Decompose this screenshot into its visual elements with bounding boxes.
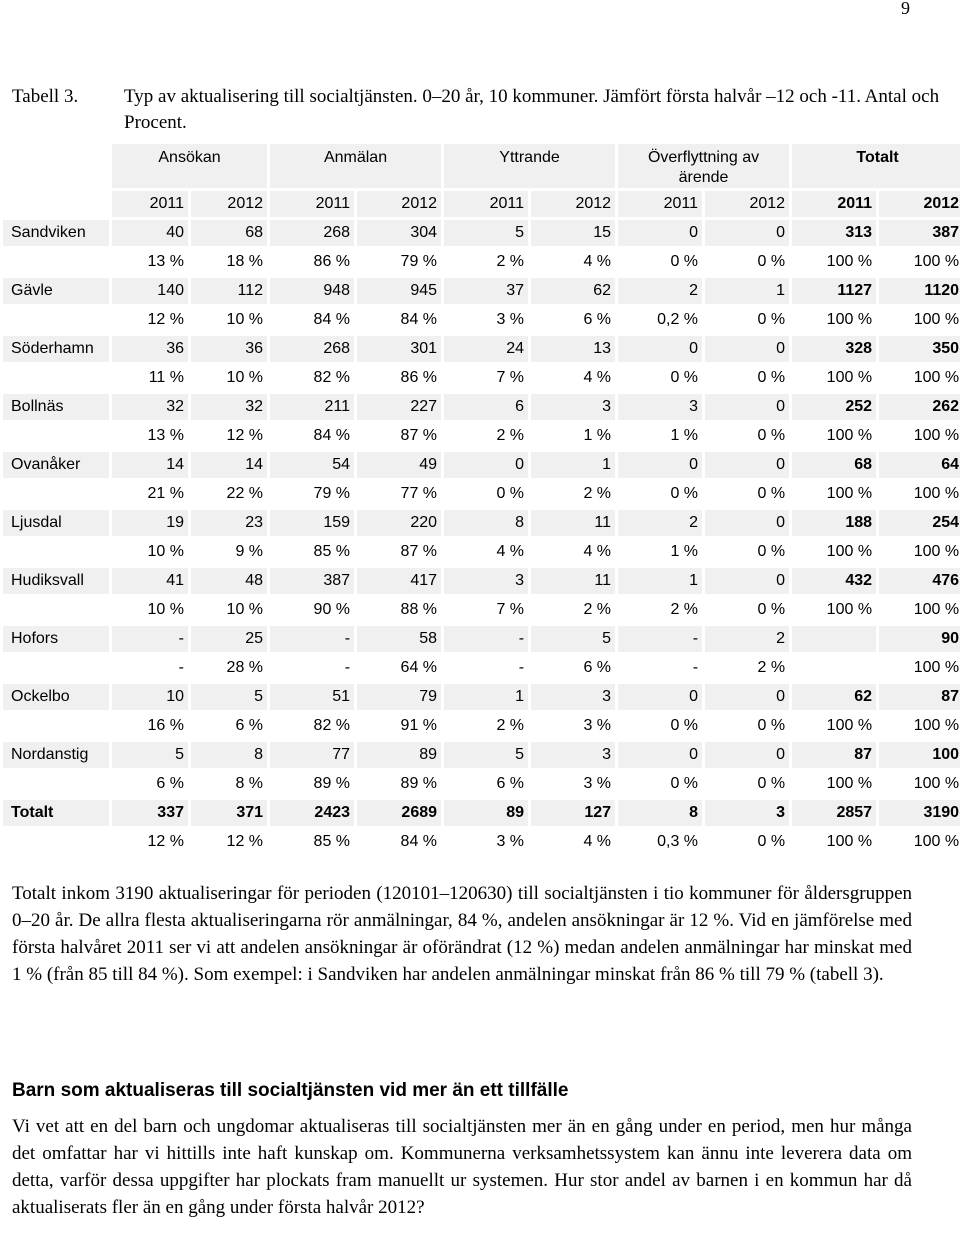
percent-cell: 79 % (270, 481, 354, 507)
table-row (3, 713, 960, 739)
percent-cell: 7 % (444, 597, 528, 623)
count-cell: 41 (112, 568, 188, 594)
percent-cell: 85 % (270, 539, 354, 565)
count-cell: 48 (191, 568, 267, 594)
percent-cell: 100 % (879, 423, 960, 449)
percent-cell: 0 % (618, 713, 702, 739)
count-cell: 254 (879, 510, 960, 536)
percent-cell: 79 % (357, 249, 441, 275)
count-cell: 2423 (270, 800, 354, 826)
municipality-name: Nordanstig (3, 742, 109, 768)
percent-cell: - (112, 655, 188, 681)
count-cell: 350 (879, 336, 960, 362)
count-cell: 0 (705, 220, 789, 246)
percent-cell: 2 % (618, 597, 702, 623)
percent-cell: 0 % (618, 249, 702, 275)
count-cell: 252 (792, 394, 876, 420)
municipality-name: Hofors (3, 626, 109, 652)
percent-cell: 12 % (112, 307, 188, 333)
year-header: 2011 (444, 191, 528, 217)
count-cell: 2 (618, 278, 702, 304)
count-cell: 3 (705, 800, 789, 826)
percent-cell: 0 % (705, 771, 789, 797)
percent-cell: 1 % (618, 539, 702, 565)
count-cell: 3 (618, 394, 702, 420)
count-cell: 24 (444, 336, 528, 362)
percent-cell: 3 % (531, 771, 615, 797)
section-paragraph: Vi vet att en del barn och ungdomar aktualiseras till socialtjänsten mer än en gång under en period, men hur många det omfattar har vi hittills inte haft kunskap om. Kommunerna verksamhetssystem kan ännu inte leverera data om detta, varför dessa uppgifter har plockats fram manuellt ur systemen. Hur stor andel av barnen i en kommun har då aktualiserats fler än en gång under första halvår 2012? (12, 1116, 912, 1218)
count-cell: 2857 (792, 800, 876, 826)
count-cell: 268 (270, 336, 354, 362)
count-cell: 127 (531, 800, 615, 826)
percent-cell: 100 % (792, 365, 876, 391)
year-header: 2011 (270, 191, 354, 217)
blank-cell (3, 307, 109, 333)
percent-cell: 6 % (531, 655, 615, 681)
count-cell: 79 (357, 684, 441, 710)
count-cell: 5 (444, 220, 528, 246)
percent-cell: 100 % (792, 481, 876, 507)
percent-cell: 1 % (618, 423, 702, 449)
percent-cell: 2 % (444, 713, 528, 739)
group-header: Totalt (792, 144, 960, 188)
percent-cell: 12 % (191, 829, 267, 855)
table-row (3, 249, 960, 275)
percent-cell: 84 % (270, 307, 354, 333)
count-cell: 32 (191, 394, 267, 420)
count-cell: 112 (191, 278, 267, 304)
municipality-name: Bollnäs (3, 394, 109, 420)
count-cell: 313 (792, 220, 876, 246)
percent-cell: 87 % (357, 539, 441, 565)
count-cell: 5 (444, 742, 528, 768)
count-cell: 476 (879, 568, 960, 594)
count-cell: 77 (270, 742, 354, 768)
count-cell: 87 (879, 684, 960, 710)
percent-cell: - (618, 655, 702, 681)
count-cell: 62 (531, 278, 615, 304)
table-row (3, 278, 960, 304)
header-corner (3, 144, 109, 188)
count-cell: 1 (618, 568, 702, 594)
count-cell: 1127 (792, 278, 876, 304)
count-cell: 58 (357, 626, 441, 652)
percent-cell: 89 % (270, 771, 354, 797)
count-cell: 5 (191, 684, 267, 710)
count-cell: 2 (705, 626, 789, 652)
percent-cell: 100 % (792, 771, 876, 797)
count-cell: 3 (531, 684, 615, 710)
percent-cell: 86 % (270, 249, 354, 275)
blank-cell (3, 655, 109, 681)
percent-cell: 91 % (357, 713, 441, 739)
blank-cell (3, 481, 109, 507)
percent-cell: 2 % (705, 655, 789, 681)
percent-cell: 13 % (112, 249, 188, 275)
percent-cell: 2 % (531, 481, 615, 507)
year-corner (3, 191, 109, 217)
percent-cell: 100 % (792, 307, 876, 333)
percent-cell: 2 % (444, 249, 528, 275)
percent-cell: 100 % (879, 829, 960, 855)
percent-cell: 100 % (792, 249, 876, 275)
count-cell: 387 (270, 568, 354, 594)
blank-cell (3, 829, 109, 855)
count-cell: 68 (191, 220, 267, 246)
percent-cell: 6 % (531, 307, 615, 333)
percent-cell: 100 % (879, 597, 960, 623)
blank-cell (3, 423, 109, 449)
count-cell: 11 (531, 510, 615, 536)
count-cell: 13 (531, 336, 615, 362)
count-cell: 1120 (879, 278, 960, 304)
percent-cell: 10 % (191, 307, 267, 333)
percent-cell: 100 % (792, 539, 876, 565)
percent-cell: 84 % (357, 829, 441, 855)
percent-cell: 90 % (270, 597, 354, 623)
count-cell (792, 626, 876, 652)
table-row (3, 365, 960, 391)
percent-cell: 0 % (444, 481, 528, 507)
count-cell: - (444, 626, 528, 652)
percent-cell: 2 % (531, 597, 615, 623)
percent-cell: 4 % (444, 539, 528, 565)
percent-cell: 10 % (112, 597, 188, 623)
count-cell: 14 (112, 452, 188, 478)
percent-cell: 28 % (191, 655, 267, 681)
table-row (3, 742, 960, 768)
count-cell: 3190 (879, 800, 960, 826)
count-cell: 54 (270, 452, 354, 478)
percent-cell: 6 % (112, 771, 188, 797)
count-cell: 301 (357, 336, 441, 362)
count-cell: 268 (270, 220, 354, 246)
table-row (3, 626, 960, 652)
count-cell: 159 (270, 510, 354, 536)
count-cell: 0 (444, 452, 528, 478)
percent-cell: 3 % (444, 829, 528, 855)
blank-cell (3, 597, 109, 623)
count-cell: 8 (618, 800, 702, 826)
table-row (3, 800, 960, 826)
count-cell: 89 (357, 742, 441, 768)
percent-cell: 87 % (357, 423, 441, 449)
count-cell: 0 (705, 510, 789, 536)
percent-cell: 22 % (191, 481, 267, 507)
percent-cell: 0 % (705, 539, 789, 565)
count-cell: 337 (112, 800, 188, 826)
percent-cell: 100 % (792, 713, 876, 739)
count-cell: 1 (705, 278, 789, 304)
percent-cell: 2 % (444, 423, 528, 449)
percent-cell: 18 % (191, 249, 267, 275)
percent-cell: 0 % (618, 481, 702, 507)
count-cell: 8 (191, 742, 267, 768)
count-cell: 0 (705, 742, 789, 768)
percent-cell: 4 % (531, 249, 615, 275)
municipality-name: Hudiksvall (3, 568, 109, 594)
count-cell: 0 (618, 684, 702, 710)
count-cell: 1 (531, 452, 615, 478)
count-cell: 417 (357, 568, 441, 594)
count-cell: 37 (444, 278, 528, 304)
percent-cell: 0 % (618, 365, 702, 391)
table-row (3, 771, 960, 797)
percent-cell: 10 % (191, 597, 267, 623)
percent-cell: 12 % (112, 829, 188, 855)
count-cell: 25 (191, 626, 267, 652)
count-cell: 304 (357, 220, 441, 246)
percent-cell: 21 % (112, 481, 188, 507)
percent-cell: 84 % (270, 423, 354, 449)
count-cell: 2 (618, 510, 702, 536)
percent-cell: 0,3 % (618, 829, 702, 855)
count-cell: 2689 (357, 800, 441, 826)
count-cell: 14 (191, 452, 267, 478)
table-row (3, 684, 960, 710)
percent-cell: 6 % (191, 713, 267, 739)
group-header: Anmälan (270, 144, 441, 188)
count-cell: 0 (618, 336, 702, 362)
blank-cell (3, 249, 109, 275)
count-cell: 3 (531, 742, 615, 768)
year-header: 2012 (705, 191, 789, 217)
group-header: Överflyttning av ärende (618, 144, 789, 188)
table-row (3, 452, 960, 478)
municipality-name: Gävle (3, 278, 109, 304)
percent-cell: 3 % (531, 713, 615, 739)
percent-cell: 100 % (879, 771, 960, 797)
table-row (3, 481, 960, 507)
municipality-name: Ljusdal (3, 510, 109, 536)
percent-cell: 0 % (705, 249, 789, 275)
summary-paragraph: Totalt inkom 3190 aktualiseringar för perioden (120101–120630) till socialtjänsten i tio kommuner för åldersgruppen 0–20 år. De allra flesta aktualiseringarna rör anmälningar, 84 %, andelen ansökningar är 12 %. Vid en jämförelse med första halvåret 2011 ser vi att andelen ansökningar är oförändrat (12 %) medan andelen anmälningar har minskat med 1 % (från 85 till 84 %). Som exempel: i Sandviken har andelen anmälningar minskat från 86 % till 79 % (tabell 3). (12, 883, 912, 985)
year-header: 2012 (191, 191, 267, 217)
percent-cell: 88 % (357, 597, 441, 623)
percent-cell: 100 % (879, 539, 960, 565)
percent-cell: 0 % (705, 365, 789, 391)
group-header-row (3, 144, 960, 188)
count-cell: 10 (112, 684, 188, 710)
count-cell: 87 (792, 742, 876, 768)
caption-label: Tabell 3. (12, 86, 79, 107)
year-header: 2012 (531, 191, 615, 217)
count-cell: - (618, 626, 702, 652)
table-row (3, 539, 960, 565)
percent-cell: 82 % (270, 365, 354, 391)
blank-cell (3, 365, 109, 391)
blank-cell (3, 771, 109, 797)
table-row (3, 568, 960, 594)
count-cell: 0 (705, 568, 789, 594)
count-cell: 0 (618, 220, 702, 246)
percent-cell: 9 % (191, 539, 267, 565)
municipality-name: Ovanåker (3, 452, 109, 478)
percent-cell: 0 % (618, 771, 702, 797)
count-cell: 0 (705, 684, 789, 710)
count-cell: 49 (357, 452, 441, 478)
count-cell: 5 (531, 626, 615, 652)
count-cell: 262 (879, 394, 960, 420)
count-cell: 89 (444, 800, 528, 826)
count-cell: 432 (792, 568, 876, 594)
count-cell: 188 (792, 510, 876, 536)
count-cell: 227 (357, 394, 441, 420)
count-cell: 90 (879, 626, 960, 652)
count-cell: 19 (112, 510, 188, 536)
count-cell: 68 (792, 452, 876, 478)
table-row (3, 829, 960, 855)
percent-cell: 3 % (444, 307, 528, 333)
percent-cell: 0 % (705, 597, 789, 623)
count-cell: 948 (270, 278, 354, 304)
municipality-name: Totalt (3, 800, 109, 826)
year-header: 2012 (879, 191, 960, 217)
blank-cell (3, 539, 109, 565)
count-cell: 220 (357, 510, 441, 536)
percent-cell: 7 % (444, 365, 528, 391)
actualization-table (0, 141, 960, 858)
count-cell: 387 (879, 220, 960, 246)
percent-cell: 12 % (191, 423, 267, 449)
percent-cell: 100 % (879, 365, 960, 391)
count-cell: 6 (444, 394, 528, 420)
count-cell: 3 (531, 394, 615, 420)
year-header: 2011 (792, 191, 876, 217)
municipality-name: Söderhamn (3, 336, 109, 362)
percent-cell: 10 % (191, 365, 267, 391)
count-cell: 51 (270, 684, 354, 710)
table-row (3, 336, 960, 362)
count-cell: 371 (191, 800, 267, 826)
percent-cell: 100 % (879, 713, 960, 739)
table-row (3, 220, 960, 246)
table-row (3, 394, 960, 420)
count-cell: 23 (191, 510, 267, 536)
percent-cell: 8 % (191, 771, 267, 797)
percent-cell: 0 % (705, 423, 789, 449)
table-row (3, 307, 960, 333)
percent-cell: 4 % (531, 539, 615, 565)
percent-cell: 16 % (112, 713, 188, 739)
table-row (3, 510, 960, 536)
count-cell: 64 (879, 452, 960, 478)
year-header: 2011 (112, 191, 188, 217)
percent-cell: 4 % (531, 365, 615, 391)
percent-cell: 10 % (112, 539, 188, 565)
percent-cell: 85 % (270, 829, 354, 855)
count-cell: 945 (357, 278, 441, 304)
percent-cell: 100 % (792, 829, 876, 855)
percent-cell: 100 % (879, 655, 960, 681)
count-cell: 62 (792, 684, 876, 710)
year-header: 2011 (618, 191, 702, 217)
table-row (3, 655, 960, 681)
count-cell: 0 (618, 452, 702, 478)
table-body (3, 220, 960, 855)
group-header: Ansökan (112, 144, 267, 188)
percent-cell: 100 % (792, 597, 876, 623)
percent-cell: - (270, 655, 354, 681)
count-cell: 8 (444, 510, 528, 536)
percent-cell: 100 % (792, 423, 876, 449)
table-row (3, 423, 960, 449)
percent-cell: 0,2 % (618, 307, 702, 333)
count-cell: 0 (705, 452, 789, 478)
count-cell: 1 (444, 684, 528, 710)
percent-cell: 4 % (531, 829, 615, 855)
count-cell: 140 (112, 278, 188, 304)
percent-cell: 89 % (357, 771, 441, 797)
percent-cell: 100 % (879, 249, 960, 275)
percent-cell: 0 % (705, 481, 789, 507)
table-row (3, 597, 960, 623)
percent-cell: 100 % (879, 307, 960, 333)
percent-cell: 0 % (705, 829, 789, 855)
municipality-name: Sandviken (3, 220, 109, 246)
blank-cell (3, 713, 109, 739)
percent-cell: 64 % (357, 655, 441, 681)
count-cell: 3 (444, 568, 528, 594)
group-header: Yttrande (444, 144, 615, 188)
count-cell: 40 (112, 220, 188, 246)
percent-cell: 86 % (357, 365, 441, 391)
table-caption (12, 84, 942, 136)
percent-cell: 0 % (705, 713, 789, 739)
percent-cell (792, 655, 876, 681)
year-header: 2012 (357, 191, 441, 217)
count-cell: 0 (705, 336, 789, 362)
count-cell: 328 (792, 336, 876, 362)
percent-cell: 100 % (879, 481, 960, 507)
count-cell: 36 (191, 336, 267, 362)
municipality-name: Ockelbo (3, 684, 109, 710)
percent-cell: 1 % (531, 423, 615, 449)
section-heading: Barn som aktualiseras till socialtjänsten vid mer än ett tillfälle (12, 1080, 569, 1101)
count-cell: 5 (112, 742, 188, 768)
count-cell: 0 (618, 742, 702, 768)
percent-cell: 0 % (705, 307, 789, 333)
percent-cell: 84 % (357, 307, 441, 333)
percent-cell: 77 % (357, 481, 441, 507)
count-cell: 211 (270, 394, 354, 420)
page-number: 9 (901, 0, 910, 18)
count-cell: 0 (705, 394, 789, 420)
caption-text: Typ av aktualisering till socialtjänsten. 0–20 år, 10 kommuner. Jämfört första halvår –12 och -11. Antal och Procent. (124, 86, 940, 133)
percent-cell: 13 % (112, 423, 188, 449)
count-cell: 11 (531, 568, 615, 594)
count-cell: 100 (879, 742, 960, 768)
count-cell: 15 (531, 220, 615, 246)
count-cell: - (112, 626, 188, 652)
count-cell: 36 (112, 336, 188, 362)
percent-cell: 6 % (444, 771, 528, 797)
count-cell: 32 (112, 394, 188, 420)
percent-cell: 82 % (270, 713, 354, 739)
percent-cell: 11 % (112, 365, 188, 391)
percent-cell: - (444, 655, 528, 681)
count-cell: - (270, 626, 354, 652)
year-header-row (3, 191, 960, 217)
